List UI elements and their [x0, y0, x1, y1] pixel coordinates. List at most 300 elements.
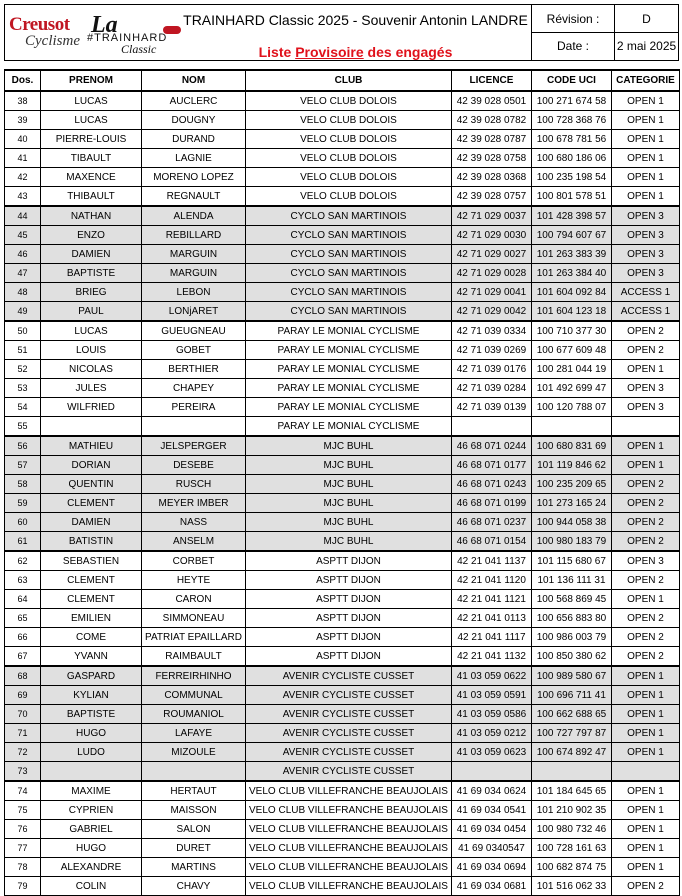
code-uci-cell: [532, 762, 612, 782]
code-uci-cell: 101 604 123 18: [532, 302, 612, 322]
table-row: [5, 168, 680, 187]
licence-cell: [452, 417, 532, 437]
dos-cell: 55: [5, 417, 41, 437]
prenom-cell: JULES: [41, 379, 142, 398]
licence-cell: 42 21 041 1121: [452, 590, 532, 609]
prenom-cell: MAXENCE: [41, 168, 142, 187]
prenom-cell: LOUIS: [41, 341, 142, 360]
licence-cell: 42 39 028 0758: [452, 149, 532, 168]
categorie-cell: OPEN 3: [612, 551, 680, 571]
licence-cell: 42 21 041 1137: [452, 551, 532, 571]
code-uci-cell: 100 674 892 47: [532, 743, 612, 762]
categorie-cell: OPEN 3: [612, 264, 680, 283]
club-cell: VELO CLUB VILLEFRANCHE BEAUJOLAIS: [246, 801, 452, 820]
nom-cell: CHAPEY: [142, 379, 246, 398]
nom-cell: DURET: [142, 839, 246, 858]
table-row: [5, 456, 680, 475]
licence-cell: 41 69 034 0681: [452, 877, 532, 896]
code-uci-cell: 100 120 788 07: [532, 398, 612, 417]
code-uci-cell: 100 696 711 41: [532, 686, 612, 705]
dos-cell: 74: [5, 781, 41, 801]
prenom-cell: LUCAS: [41, 91, 142, 111]
code-uci-cell: 101 516 062 33: [532, 877, 612, 896]
nom-cell: FERREIRHINHO: [142, 666, 246, 686]
categorie-cell: OPEN 1: [612, 91, 680, 111]
dos-cell: 54: [5, 398, 41, 417]
licence-cell: 42 39 028 0757: [452, 187, 532, 207]
table-row: [5, 302, 680, 322]
table-row: [5, 705, 680, 724]
prenom-cell: DORIAN: [41, 456, 142, 475]
dos-cell: 79: [5, 877, 41, 896]
code-uci-cell: 100 682 874 75: [532, 858, 612, 877]
club-cell: MJC BUHL: [246, 436, 452, 456]
club-cell: ASPTT DIJON: [246, 628, 452, 647]
code-uci-cell: 100 235 209 65: [532, 475, 612, 494]
prenom-cell: BAPTISTE: [41, 705, 142, 724]
dos-cell: 66: [5, 628, 41, 647]
licence-cell: 41 69 034 0624: [452, 781, 532, 801]
club-cell: VELO CLUB VILLEFRANCHE BEAUJOLAIS: [246, 820, 452, 839]
categorie-cell: OPEN 2: [612, 609, 680, 628]
licence-cell: 41 03 059 0623: [452, 743, 532, 762]
club-cell: CYCLO SAN MARTINOIS: [246, 206, 452, 226]
club-cell: ASPTT DIJON: [246, 609, 452, 628]
nom-cell: MORENO LOPEZ: [142, 168, 246, 187]
dos-cell: 43: [5, 187, 41, 207]
table-row: [5, 839, 680, 858]
prenom-cell: CLEMENT: [41, 590, 142, 609]
prenom-cell: KYLIAN: [41, 686, 142, 705]
club-cell: CYCLO SAN MARTINOIS: [246, 226, 452, 245]
table-row: [5, 532, 680, 552]
table-row: [5, 206, 680, 226]
nom-cell: LEBON: [142, 283, 246, 302]
column-header-prenom: PRENOM: [41, 70, 142, 91]
nom-cell: PATRIAT EPAILLARD: [142, 628, 246, 647]
table-row: [5, 341, 680, 360]
column-header-licence: LICENCE: [452, 70, 532, 91]
dos-cell: 76: [5, 820, 41, 839]
dos-cell: 69: [5, 686, 41, 705]
code-uci-cell: 100 677 609 48: [532, 341, 612, 360]
prenom-cell: COME: [41, 628, 142, 647]
dos-cell: 59: [5, 494, 41, 513]
code-uci-cell: 100 271 674 58: [532, 91, 612, 111]
nom-cell: CHAVY: [142, 877, 246, 896]
nom-cell: RUSCH: [142, 475, 246, 494]
prenom-cell: QUENTIN: [41, 475, 142, 494]
table-row: [5, 245, 680, 264]
licence-cell: 46 68 071 0154: [452, 532, 532, 552]
licence-cell: 42 21 041 1120: [452, 571, 532, 590]
nom-cell: MAISSON: [142, 801, 246, 820]
nom-cell: SALON: [142, 820, 246, 839]
code-uci-cell: 100 678 781 56: [532, 130, 612, 149]
licence-cell: 42 71 029 0041: [452, 283, 532, 302]
categorie-cell: OPEN 2: [612, 647, 680, 667]
club-cell: ASPTT DIJON: [246, 551, 452, 571]
table-row: [5, 321, 680, 341]
licence-cell: 41 03 059 0622: [452, 666, 532, 686]
dos-cell: 60: [5, 513, 41, 532]
page-title: TRAINHARD Classic 2025 - Souvenir Antonin LANDRE: [183, 12, 528, 28]
categorie-cell: [612, 762, 680, 782]
prenom-cell: DAMIEN: [41, 245, 142, 264]
categorie-cell: ACCESS 1: [612, 302, 680, 322]
licence-cell: 41 03 059 0591: [452, 686, 532, 705]
dos-cell: 58: [5, 475, 41, 494]
categorie-cell: OPEN 1: [612, 858, 680, 877]
date-value: 2 mai 2025: [616, 39, 677, 53]
code-uci-cell: 101 119 846 62: [532, 456, 612, 475]
licence-cell: 42 21 041 1132: [452, 647, 532, 667]
code-uci-cell: 100 986 003 79: [532, 628, 612, 647]
prenom-cell: GABRIEL: [41, 820, 142, 839]
club-cell: CYCLO SAN MARTINOIS: [246, 245, 452, 264]
dos-cell: 65: [5, 609, 41, 628]
dos-cell: 46: [5, 245, 41, 264]
code-uci-cell: 101 604 092 84: [532, 283, 612, 302]
nom-cell: ANSELM: [142, 532, 246, 552]
nom-cell: AUCLERC: [142, 91, 246, 111]
prenom-cell: HUGO: [41, 839, 142, 858]
nom-cell: PEREIRA: [142, 398, 246, 417]
code-uci-cell: 101 210 902 35: [532, 801, 612, 820]
prenom-cell: ALEXANDRE: [41, 858, 142, 877]
licence-cell: 42 21 041 1117: [452, 628, 532, 647]
code-uci-cell: 100 710 377 30: [532, 321, 612, 341]
club-cell: PARAY LE MONIAL CYCLISME: [246, 417, 452, 437]
table-row: [5, 858, 680, 877]
prenom-cell: SEBASTIEN: [41, 551, 142, 571]
dos-cell: 75: [5, 801, 41, 820]
dos-cell: 48: [5, 283, 41, 302]
prenom-cell: BATISTIN: [41, 532, 142, 552]
table-row: [5, 571, 680, 590]
table-row: [5, 494, 680, 513]
code-uci-cell: [532, 417, 612, 437]
table-row: [5, 628, 680, 647]
categorie-cell: OPEN 1: [612, 168, 680, 187]
categorie-cell: OPEN 1: [612, 187, 680, 207]
code-uci-cell: 100 944 058 38: [532, 513, 612, 532]
categorie-cell: OPEN 1: [612, 360, 680, 379]
dos-cell: 78: [5, 858, 41, 877]
licence-cell: 46 68 071 0199: [452, 494, 532, 513]
dos-cell: 44: [5, 206, 41, 226]
club-cell: VELO CLUB DOLOIS: [246, 168, 452, 187]
club-cell: ASPTT DIJON: [246, 571, 452, 590]
code-uci-cell: 100 850 380 62: [532, 647, 612, 667]
table-row: [5, 513, 680, 532]
club-cell: PARAY LE MONIAL CYCLISME: [246, 321, 452, 341]
club-cell: VELO CLUB DOLOIS: [246, 91, 452, 111]
nom-cell: BERTHIER: [142, 360, 246, 379]
licence-cell: 42 71 029 0027: [452, 245, 532, 264]
code-uci-cell: 100 801 578 51: [532, 187, 612, 207]
nom-cell: REBILLARD: [142, 226, 246, 245]
club-cell: MJC BUHL: [246, 532, 452, 552]
nom-cell: HERTAUT: [142, 781, 246, 801]
prenom-cell: YVANN: [41, 647, 142, 667]
code-uci-cell: 100 235 198 54: [532, 168, 612, 187]
categorie-cell: OPEN 1: [612, 839, 680, 858]
categorie-cell: OPEN 3: [612, 398, 680, 417]
club-cell: VELO CLUB VILLEFRANCHE BEAUJOLAIS: [246, 839, 452, 858]
table-row: [5, 187, 680, 207]
prenom-cell: EMILIEN: [41, 609, 142, 628]
prenom-cell: COLIN: [41, 877, 142, 896]
table-row: [5, 820, 680, 839]
prenom-cell: WILFRIED: [41, 398, 142, 417]
club-cell: VELO CLUB VILLEFRANCHE BEAUJOLAIS: [246, 781, 452, 801]
code-uci-cell: 100 568 869 45: [532, 590, 612, 609]
code-uci-cell: 100 680 186 06: [532, 149, 612, 168]
table-header-row: [5, 70, 680, 91]
licence-cell: 41 69 0340547: [452, 839, 532, 858]
licence-cell: 41 69 034 0694: [452, 858, 532, 877]
club-cell: VELO CLUB DOLOIS: [246, 111, 452, 130]
table-row: [5, 724, 680, 743]
table-row: [5, 130, 680, 149]
prenom-cell: PIERRE-LOUIS: [41, 130, 142, 149]
club-cell: PARAY LE MONIAL CYCLISME: [246, 341, 452, 360]
code-uci-cell: 100 980 183 79: [532, 532, 612, 552]
licence-cell: 42 71 039 0139: [452, 398, 532, 417]
column-header-categorie: CATEGORIE: [612, 70, 680, 91]
categorie-cell: ACCESS 1: [612, 283, 680, 302]
dos-cell: 51: [5, 341, 41, 360]
categorie-cell: OPEN 3: [612, 245, 680, 264]
prenom-cell: DAMIEN: [41, 513, 142, 532]
categorie-cell: OPEN 1: [612, 149, 680, 168]
categorie-cell: OPEN 1: [612, 724, 680, 743]
nom-cell: NASS: [142, 513, 246, 532]
categorie-cell: OPEN 2: [612, 475, 680, 494]
header-divider: [531, 32, 678, 33]
club-cell: ASPTT DIJON: [246, 647, 452, 667]
code-uci-cell: 100 662 688 65: [532, 705, 612, 724]
categorie-cell: [612, 417, 680, 437]
dos-cell: 73: [5, 762, 41, 782]
nom-cell: SIMMONEAU: [142, 609, 246, 628]
dos-cell: 53: [5, 379, 41, 398]
dos-cell: 68: [5, 666, 41, 686]
licence-cell: 42 71 029 0037: [452, 206, 532, 226]
categorie-cell: OPEN 2: [612, 341, 680, 360]
prenom-cell: NATHAN: [41, 206, 142, 226]
dos-cell: 56: [5, 436, 41, 456]
nom-cell: LAFAYE: [142, 724, 246, 743]
club-cell: AVENIR CYCLISTE CUSSET: [246, 686, 452, 705]
table-row: [5, 762, 680, 782]
table-row: [5, 264, 680, 283]
registrations-table: [4, 69, 680, 896]
club-cell: MJC BUHL: [246, 475, 452, 494]
categorie-cell: OPEN 2: [612, 628, 680, 647]
categorie-cell: OPEN 3: [612, 226, 680, 245]
categorie-cell: OPEN 3: [612, 206, 680, 226]
categorie-cell: OPEN 1: [612, 820, 680, 839]
page-subtitle: Liste Provisoire des engagés: [258, 44, 453, 60]
table-row: [5, 91, 680, 111]
licence-cell: 46 68 071 0243: [452, 475, 532, 494]
code-uci-cell: 100 794 607 67: [532, 226, 612, 245]
nom-cell: JELSPERGER: [142, 436, 246, 456]
nom-cell: CORBET: [142, 551, 246, 571]
table-row: [5, 609, 680, 628]
nom-cell: RAIMBAULT: [142, 647, 246, 667]
date-label: Date :: [556, 39, 589, 53]
prenom-cell: BAPTISTE: [41, 264, 142, 283]
prenom-cell: MATHIEU: [41, 436, 142, 456]
club-cell: CYCLO SAN MARTINOIS: [246, 264, 452, 283]
categorie-cell: OPEN 1: [612, 743, 680, 762]
table-row: [5, 436, 680, 456]
table-row: [5, 647, 680, 667]
table-row: [5, 743, 680, 762]
dos-cell: 67: [5, 647, 41, 667]
column-header-code-uci: CODE UCI: [532, 70, 612, 91]
nom-cell: HEYTE: [142, 571, 246, 590]
prenom-cell: CYPRIEN: [41, 801, 142, 820]
prenom-cell: THIBAULT: [41, 187, 142, 207]
club-cell: CYCLO SAN MARTINOIS: [246, 283, 452, 302]
code-uci-cell: 101 136 111 31: [532, 571, 612, 590]
code-uci-cell: 101 273 165 24: [532, 494, 612, 513]
categorie-cell: OPEN 2: [612, 321, 680, 341]
prenom-cell: ENZO: [41, 226, 142, 245]
prenom-cell: GASPARD: [41, 666, 142, 686]
club-cell: AVENIR CYCLISTE CUSSET: [246, 743, 452, 762]
licence-cell: 46 68 071 0244: [452, 436, 532, 456]
dos-cell: 47: [5, 264, 41, 283]
table-row: [5, 398, 680, 417]
code-uci-cell: 100 980 732 46: [532, 820, 612, 839]
categorie-cell: OPEN 3: [612, 379, 680, 398]
licence-cell: 46 68 071 0177: [452, 456, 532, 475]
dos-cell: 71: [5, 724, 41, 743]
nom-cell: DESEBE: [142, 456, 246, 475]
dos-cell: 72: [5, 743, 41, 762]
table-row: [5, 417, 680, 437]
dos-cell: 52: [5, 360, 41, 379]
dos-cell: 57: [5, 456, 41, 475]
nom-cell: MARGUIN: [142, 264, 246, 283]
code-uci-cell: 100 728 161 63: [532, 839, 612, 858]
prenom-cell: BRIEG: [41, 283, 142, 302]
table-row: [5, 226, 680, 245]
categorie-cell: OPEN 1: [612, 801, 680, 820]
prenom-cell: HUGO: [41, 724, 142, 743]
categorie-cell: OPEN 2: [612, 532, 680, 552]
club-cell: MJC BUHL: [246, 456, 452, 475]
licence-cell: 42 39 028 0787: [452, 130, 532, 149]
nom-cell: [142, 762, 246, 782]
table-row: [5, 590, 680, 609]
code-uci-cell: 100 727 797 87: [532, 724, 612, 743]
club-cell: CYCLO SAN MARTINOIS: [246, 302, 452, 322]
code-uci-cell: 101 115 680 67: [532, 551, 612, 571]
club-cell: PARAY LE MONIAL CYCLISME: [246, 360, 452, 379]
club-cell: AVENIR CYCLISTE CUSSET: [246, 724, 452, 743]
creusot-cyclisme-logo: Creusot Cyclisme: [9, 14, 80, 49]
licence-cell: 41 69 034 0454: [452, 820, 532, 839]
nom-cell: REGNAULT: [142, 187, 246, 207]
prenom-cell: [41, 417, 142, 437]
prenom-cell: PAUL: [41, 302, 142, 322]
dos-cell: 42: [5, 168, 41, 187]
club-cell: AVENIR CYCLISTE CUSSET: [246, 666, 452, 686]
club-cell: VELO CLUB DOLOIS: [246, 130, 452, 149]
dos-cell: 39: [5, 111, 41, 130]
prenom-cell: CLEMENT: [41, 571, 142, 590]
table-row: [5, 686, 680, 705]
licence-cell: 41 69 034 0541: [452, 801, 532, 820]
table-row: [5, 149, 680, 168]
nom-cell: MEYER IMBER: [142, 494, 246, 513]
club-cell: MJC BUHL: [246, 513, 452, 532]
nom-cell: [142, 417, 246, 437]
nom-cell: MARTINS: [142, 858, 246, 877]
nom-cell: ALENDA: [142, 206, 246, 226]
table-row: [5, 781, 680, 801]
categorie-cell: OPEN 1: [612, 456, 680, 475]
licence-cell: 42 39 028 0368: [452, 168, 532, 187]
nom-cell: DURAND: [142, 130, 246, 149]
club-cell: MJC BUHL: [246, 494, 452, 513]
dos-cell: 64: [5, 590, 41, 609]
prenom-cell: TIBAULT: [41, 149, 142, 168]
column-header-nom: NOM: [142, 70, 246, 91]
prenom-cell: LUCAS: [41, 111, 142, 130]
categorie-cell: OPEN 1: [612, 590, 680, 609]
categorie-cell: OPEN 2: [612, 571, 680, 590]
club-cell: VELO CLUB DOLOIS: [246, 149, 452, 168]
table-row: [5, 551, 680, 571]
licence-cell: 42 71 039 0284: [452, 379, 532, 398]
club-cell: AVENIR CYCLISTE CUSSET: [246, 762, 452, 782]
dos-cell: 38: [5, 91, 41, 111]
code-uci-cell: 100 656 883 80: [532, 609, 612, 628]
code-uci-cell: 101 492 699 47: [532, 379, 612, 398]
categorie-cell: OPEN 1: [612, 666, 680, 686]
club-cell: VELO CLUB VILLEFRANCHE BEAUJOLAIS: [246, 877, 452, 896]
licence-cell: 46 68 071 0237: [452, 513, 532, 532]
licence-cell: 42 39 028 0782: [452, 111, 532, 130]
nom-cell: DOUGNY: [142, 111, 246, 130]
nom-cell: MIZOULE: [142, 743, 246, 762]
categorie-cell: OPEN 1: [612, 436, 680, 456]
document-header: [4, 4, 679, 61]
prenom-cell: [41, 762, 142, 782]
club-cell: PARAY LE MONIAL CYCLISME: [246, 398, 452, 417]
code-uci-cell: 100 680 831 69: [532, 436, 612, 456]
code-uci-cell: 101 263 383 39: [532, 245, 612, 264]
revision-label: Révision :: [546, 12, 600, 26]
dos-cell: 62: [5, 551, 41, 571]
column-header-club: CLUB: [246, 70, 452, 91]
nom-cell: GUEUGNEAU: [142, 321, 246, 341]
dos-cell: 49: [5, 302, 41, 322]
prenom-cell: LUDO: [41, 743, 142, 762]
categorie-cell: OPEN 2: [612, 513, 680, 532]
table-row: [5, 379, 680, 398]
prenom-cell: CLEMENT: [41, 494, 142, 513]
licence-cell: 42 71 039 0334: [452, 321, 532, 341]
dos-cell: 41: [5, 149, 41, 168]
